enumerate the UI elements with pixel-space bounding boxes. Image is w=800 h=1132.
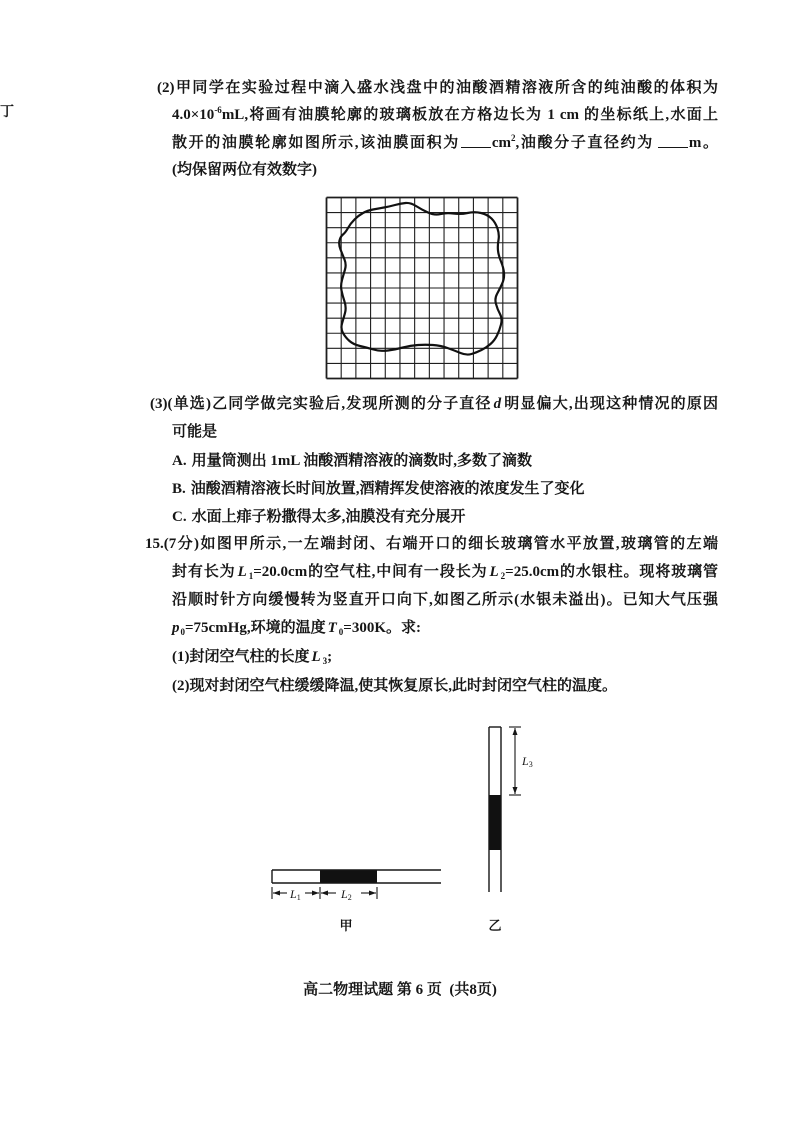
q15-line-1: 15.(7分)如图甲所示,一左端封闭、右端开口的细长玻璃管水平放置,玻璃管的左端 xyxy=(145,536,718,552)
option-c xyxy=(172,506,465,528)
arrowhead-right-icon xyxy=(369,891,376,896)
line-text: 封有长为 xyxy=(172,564,236,580)
arrowhead-up-icon xyxy=(513,728,518,735)
label-l2-var: L xyxy=(341,887,348,901)
line-text: =300K。求: xyxy=(343,620,422,636)
caption-yi: 乙 xyxy=(488,918,502,933)
arrowhead-right-icon xyxy=(312,891,319,896)
arrowhead-left-icon xyxy=(321,891,328,896)
line-text: =75cmHg,环境的温度 xyxy=(185,620,326,636)
oil-film-outline xyxy=(339,203,504,355)
variable-l1-subscript: 1 xyxy=(248,571,254,581)
answer-blank-area xyxy=(461,134,491,148)
label-l1-subscript: 1 xyxy=(296,893,301,902)
option-text: 用量筒测出 1mL 油酸酒精溶液的滴数时,多数了滴数 xyxy=(191,453,533,469)
variable-l3: L xyxy=(311,649,321,665)
arrowhead-left-icon xyxy=(273,891,280,896)
variable-l2-subscript: 2 xyxy=(500,571,506,581)
option-label: B. xyxy=(172,481,186,497)
label-l3-var: L xyxy=(522,754,529,768)
line-text: (1)封闭空气柱的长度 xyxy=(172,649,310,665)
variable-t0-subscript: 0 xyxy=(338,627,344,637)
option-text: 水面上痱子粉撒得太多,油膜没有充分展开 xyxy=(191,509,466,525)
q15-question-2: (2)现对封闭空气柱缓缓降温,使其恢复原长,此时封闭空气柱的温度。 xyxy=(172,678,617,694)
line-text: =25.0cm的水银柱。现将玻璃管 xyxy=(505,564,718,580)
option-label: C. xyxy=(172,509,187,525)
variable-l1: L xyxy=(237,564,247,580)
binding-margin-mark: 丁 xyxy=(0,105,14,120)
q14-part2-line-1: (2)甲同学在实验过程中滴入盛水浅盘中的油酸酒精溶液所含的纯油酸的体积为 xyxy=(157,80,718,96)
option-a xyxy=(172,450,532,472)
label-l3 xyxy=(521,754,533,769)
q14-part2-line-3 xyxy=(172,132,718,154)
label-l2-subscript: 2 xyxy=(347,893,352,902)
line-text: =20.0cm的空气柱,中间有一段长为 xyxy=(253,564,488,580)
variable-t0: T xyxy=(327,620,337,636)
mercury-column-vertical xyxy=(489,795,501,850)
line-text: ; xyxy=(327,649,333,665)
line-text: 散开的油膜轮廓如图所示,该油膜面积为 xyxy=(172,135,460,151)
volume-exponent: -6 xyxy=(214,105,222,115)
line-text: ,油酸分子直径约为 xyxy=(515,135,654,151)
label-l3-subscript: 3 xyxy=(528,760,533,769)
q14-part2-line-2 xyxy=(172,104,718,126)
option-text: 油酸酒精溶液长时间放置,酒精挥发使溶液的浓度发生了变化 xyxy=(190,481,585,497)
q14-part3-line-1 xyxy=(150,393,718,415)
line-text: mL,将画有油膜轮廓的玻璃板放在方格边长为 1 cm 的坐标纸上,水面上 xyxy=(221,107,718,123)
variable-p0: p xyxy=(172,620,180,636)
grid-figure-group xyxy=(327,198,518,379)
area-unit: cm xyxy=(491,135,512,151)
label-l1 xyxy=(289,887,301,902)
q14-part3-line-2: 可能是 xyxy=(172,424,218,440)
diameter-variable: d xyxy=(493,396,502,412)
arrowhead-down-icon xyxy=(513,787,518,794)
q15-question-1 xyxy=(172,646,332,668)
vertical-tube-figure xyxy=(489,727,521,892)
caption-jia: 甲 xyxy=(339,918,353,933)
q15-line-2 xyxy=(172,561,718,583)
variable-p0-subscript: 0 xyxy=(180,627,185,637)
option-label: A. xyxy=(172,453,187,469)
line-text: (3)(单选)乙同学做完实验后,发现所测的分子直径 xyxy=(150,396,492,412)
line-text: 明显偏大,出现这种情况的原因 xyxy=(503,396,718,412)
mercury-column-horizontal xyxy=(320,870,377,883)
variable-l3-subscript: 3 xyxy=(322,656,328,666)
q15-line-3: 沿顺时针方向缓慢转为竖直开口向下,如图乙所示(水银未溢出)。已知大气压强 xyxy=(172,592,718,608)
oil-film-grid-figure xyxy=(325,196,519,380)
variable-l2: L xyxy=(489,564,499,580)
grid-lines xyxy=(327,198,518,379)
volume-mantissa: 4.0×10 xyxy=(172,107,215,123)
q15-line-4 xyxy=(172,617,421,639)
answer-blank-diameter xyxy=(658,134,688,148)
area-unit-exponent: 2 xyxy=(511,133,516,143)
tube-figures xyxy=(260,715,550,940)
label-l2 xyxy=(340,887,352,902)
label-l1-var: L xyxy=(290,887,297,901)
page-footer: 高二物理试题 第 6 页 (共8页) xyxy=(303,982,497,998)
option-b xyxy=(172,478,585,500)
diameter-unit: m。 xyxy=(688,135,718,151)
q14-part2-line-4: (均保留两位有效数字) xyxy=(172,162,317,178)
